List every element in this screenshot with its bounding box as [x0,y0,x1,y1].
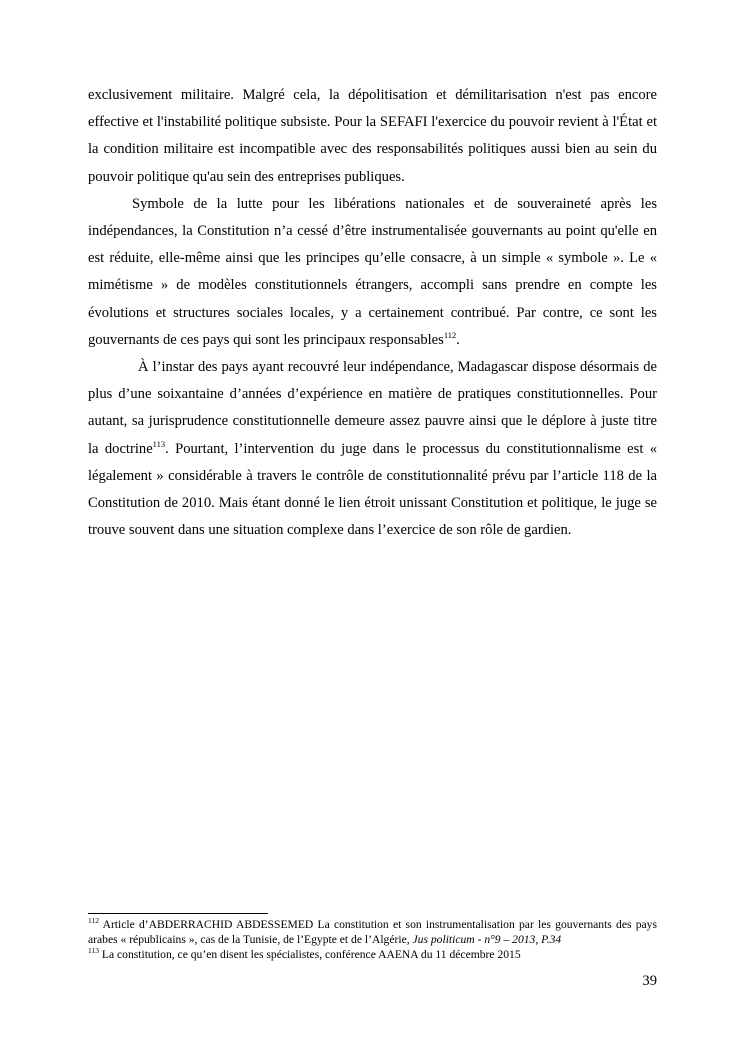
footnote-112 [88,917,657,947]
footnote-number-113: 113 [88,946,99,956]
paragraph-2-text: Symbole de la lutte pour les libérations nationales et de souveraineté après les indépendances, la Constitution n’a cessé d’être instrumentalisée gouvernants au point qu'elle en est réduite, elle-même ainsi que les principes qu’elle consacre, à un simple « symbole ». Le « mimétisme » de modèles constitutionnels étrangers, accompli sans prendre en compte les évolutions et structures sociales locales, y a certainement contribué. Par contre, ce sont les gouvernants de ces pays qui sont les principaux responsables [88,195,657,348]
footnote-113-text: La constitution, ce qu’en disent les spécialistes, conférence AAENA du 11 décembre 2015 [98,948,521,961]
page-number: 39 [642,973,657,989]
footnote-ref-112[interactable]: 112 [443,329,457,340]
footnote-number-112: 112 [88,916,99,926]
paragraph-3 [88,354,657,544]
footnotes [88,917,657,962]
main-body-text [88,82,657,544]
paragraph-1: exclusivement militaire. Malgré cela, la dépolitisation et démilitarisation n'est pas encore effective et l'instabilité politique subsiste. Pour la SEFAFI l'exercice du pouvoir revient à l'État et la condition militaire est incompatible avec des responsabilités politiques aussi bien au sein du pouvoir politique qu'au sein des entreprises publiques. [88,87,657,185]
paragraph-2 [88,191,657,354]
footnote-112-text: Article d’ABDERRACHID ABDESSEMED La constitution et son instrumentalisation par les gouvernants des pays arabes « républicains », cas de la Tunisie, de l’Egypte et de l’Algérie, [88,918,657,946]
footnote-ref-113[interactable]: 113 [152,438,166,449]
footnote-112-source: Jus politicum - n°9 – 2013, P.34 [412,933,562,946]
paragraph-2-tail: . [456,331,460,348]
footnote-separator [88,913,268,914]
footnote-113 [88,947,657,962]
paragraph-3-tail: . Pourtant, l’intervention du juge dans le processus du constitutionnalisme est « légalement » considérable à travers le contrôle de constitutionnalité prévu par l’article 118 de la Constitution de 2010. Mais étant donné le lien étroit unissant Constitution et politique, le juge se trouve souvent dans une situation complexe dans l’exercice de son rôle de gardien. [88,440,657,539]
paragraph-3-text: À l’instar des pays ayant recouvré leur indépendance, Madagascar dispose désormais de plus d’une soixantaine d’années d’expérience en matière de pratiques constitutionnelles. Pour autant, sa jurisprudence constitutionnelle demeure assez pauvre ainsi que le déplore à juste titre la doctrine [88,359,657,457]
